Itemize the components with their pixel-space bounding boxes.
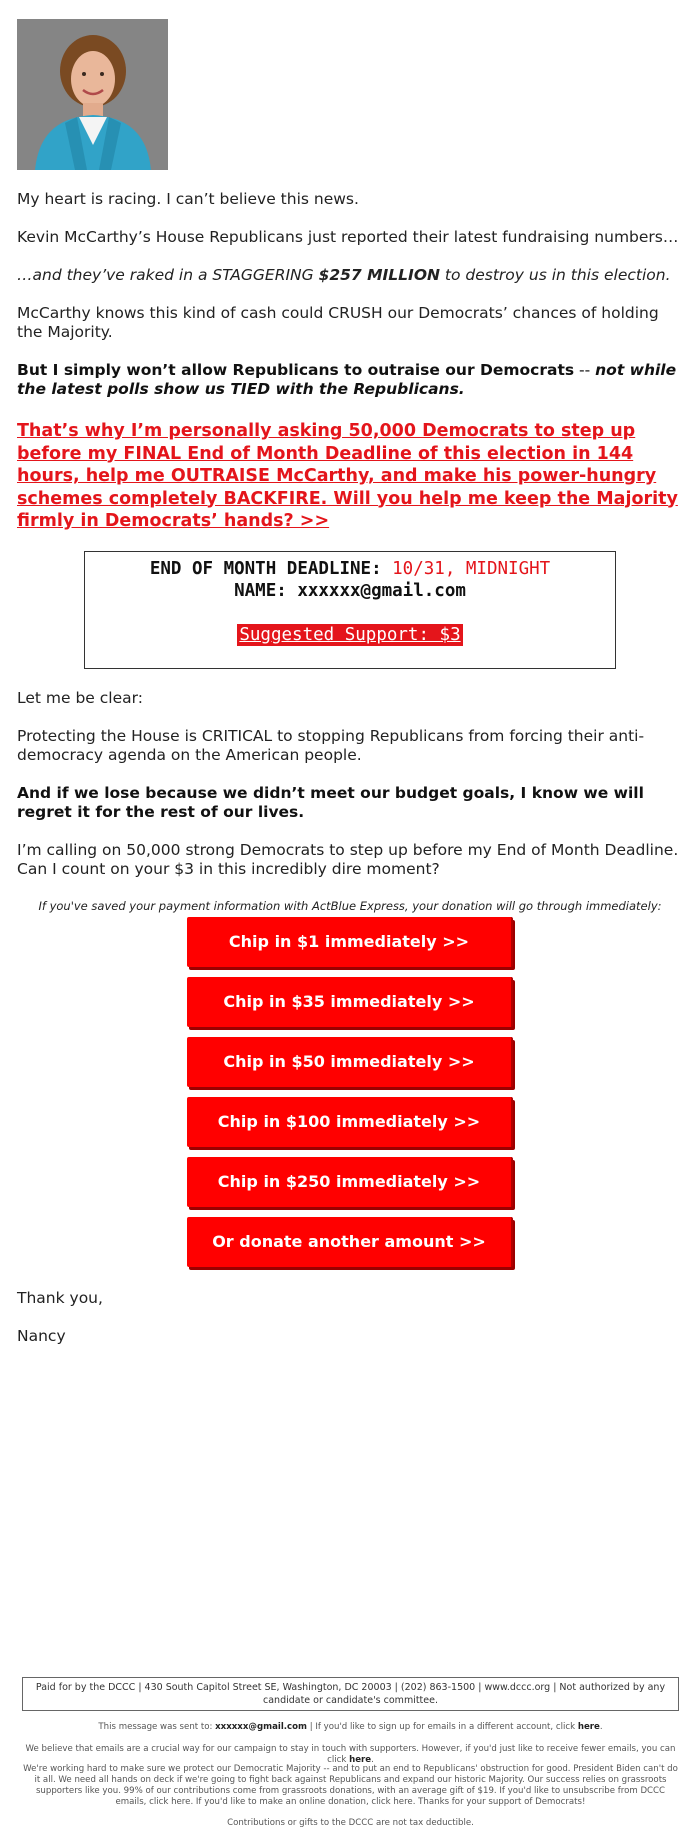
p5-text-a: But I simply won’t allow Republicans to outraise our Democrats <box>17 361 575 379</box>
other-amount-button[interactable]: Or donate another amount >> <box>187 1217 513 1267</box>
actblue-note: If you've saved your payment information with ActBlue Express, your donation will go through immediately: <box>38 898 662 913</box>
portrait-photo <box>17 19 168 170</box>
paragraph-1: My heart is racing. I can’t believe this news. <box>17 190 359 208</box>
p3-text-a: …and they’ve raked in a STAGGERING <box>17 266 319 284</box>
chip-in-50-button[interactable]: Chip in $50 immediately >> <box>187 1037 513 1087</box>
chip-in-250-button[interactable]: Chip in $250 immediately >> <box>187 1157 513 1207</box>
signup-here-link[interactable]: here <box>577 1722 600 1732</box>
paid-for-disclaimer: Paid for by the DCCC | 430 South Capitol Street SE, Washington, DC 20003 | (202) 863-1500 | www.dccc.org | Not authorized by any candidate or candidate's committee. <box>22 1677 679 1711</box>
donate-cta-link[interactable]: That’s why I’m personally asking 50,000 Democrats to step up before my FINAL End of Month Deadline of this election in 144 hours, help me OUTRAISE McCarthy, and make his power-hungry schemes completely BACKFIRE. Will you help me keep the Majority firmly in Democrats’ hands? >> <box>17 421 678 531</box>
deadline-label: END OF MONTH DEADLINE: <box>149 558 393 579</box>
suggested-support-link[interactable]: Suggested Support: $3 <box>239 624 461 645</box>
donation-buttons <box>17 917 683 1277</box>
sent-to-line <box>22 1722 679 1733</box>
deadline-value: 10/31, MIDNIGHT <box>392 558 551 579</box>
fewer-emails-text: We believe that emails are a crucial way for our campaign to stay in touch with supporters. However, if you'd just like to receive fewer emails, you can click <box>25 1744 676 1765</box>
p5-text-c: not while the latest polls show us TIED with the Republicans. <box>17 361 677 398</box>
sent-to-text: This message was sent to: <box>98 1722 216 1732</box>
sent-to-period: . <box>599 1722 603 1732</box>
sent-to-text-2: | If you'd like to sign up for emails in a different account, click <box>307 1722 578 1732</box>
chip-in-100-button[interactable]: Chip in $100 immediately >> <box>187 1097 513 1147</box>
email-body <box>17 19 683 1346</box>
tax-disclaimer: Contributions or gifts to the DCCC are not tax deductible. <box>227 1818 474 1828</box>
deadline-box[interactable] <box>84 551 616 669</box>
chip-in-1-button[interactable]: Chip in $1 immediately >> <box>187 917 513 967</box>
working-hard-paragraph: We're working hard to make sure we protect our Democratic Majority -- and to put an end to Republicans' obstruction for good. President Biden can't do it all. We need all hands on deck if we're going to fight back against Republicans and expand our historic Majority. Our success relies on grassroots supporters like you. 99% of our contributions come from grassroots donations, with an average gift of $19. If you'd like to unsubscribe from DCCC emails, click here. If you'd like to make an online donation, click here. Thanks for your support of Democrats! <box>23 1764 678 1807</box>
chip-in-35-button[interactable]: Chip in $35 immediately >> <box>187 977 513 1027</box>
paragraph-4: McCarthy knows this kind of cash could CRUSH our Democrats’ chances of holding the Majority. <box>17 304 659 341</box>
fewer-emails-line <box>22 1744 679 1766</box>
paragraph-7: Protecting the House is CRITICAL to stopping Republicans from forcing their anti-democracy agenda on the American people. <box>17 726 645 764</box>
signoff-name: Nancy <box>17 1326 66 1345</box>
p3-text-c: to destroy us in this election. <box>439 266 671 284</box>
name-line <box>85 580 615 602</box>
p5-dash: -- <box>574 361 596 379</box>
paragraph-8: And if we lose because we didn’t meet our budget goals, I know we will regret it for the rest of our lives. <box>17 783 644 821</box>
paragraph-5 <box>17 361 683 399</box>
fewer-emails-period: . <box>371 1755 374 1765</box>
name-value: xxxxxx@gmail.com <box>297 580 466 601</box>
signoff-thanks: Thank you, <box>17 1288 103 1307</box>
paragraph-9: I’m calling on 50,000 strong Democrats to step up before my End of Month Deadline. Can I count on your $3 in this incredibly dire moment? <box>17 840 679 878</box>
deadline-line <box>85 558 615 580</box>
fewer-emails-here-link[interactable]: here <box>349 1755 372 1765</box>
paragraph-2: Kevin McCarthy’s House Republicans just reported their latest fundraising numbers… <box>17 228 679 246</box>
name-label: NAME: <box>234 580 298 601</box>
sent-to-email: xxxxxx@gmail.com <box>215 1722 307 1732</box>
paragraph-3 <box>17 266 683 285</box>
p3-amount: $257 MILLION <box>318 266 440 284</box>
paragraph-6: Let me be clear: <box>17 688 143 707</box>
